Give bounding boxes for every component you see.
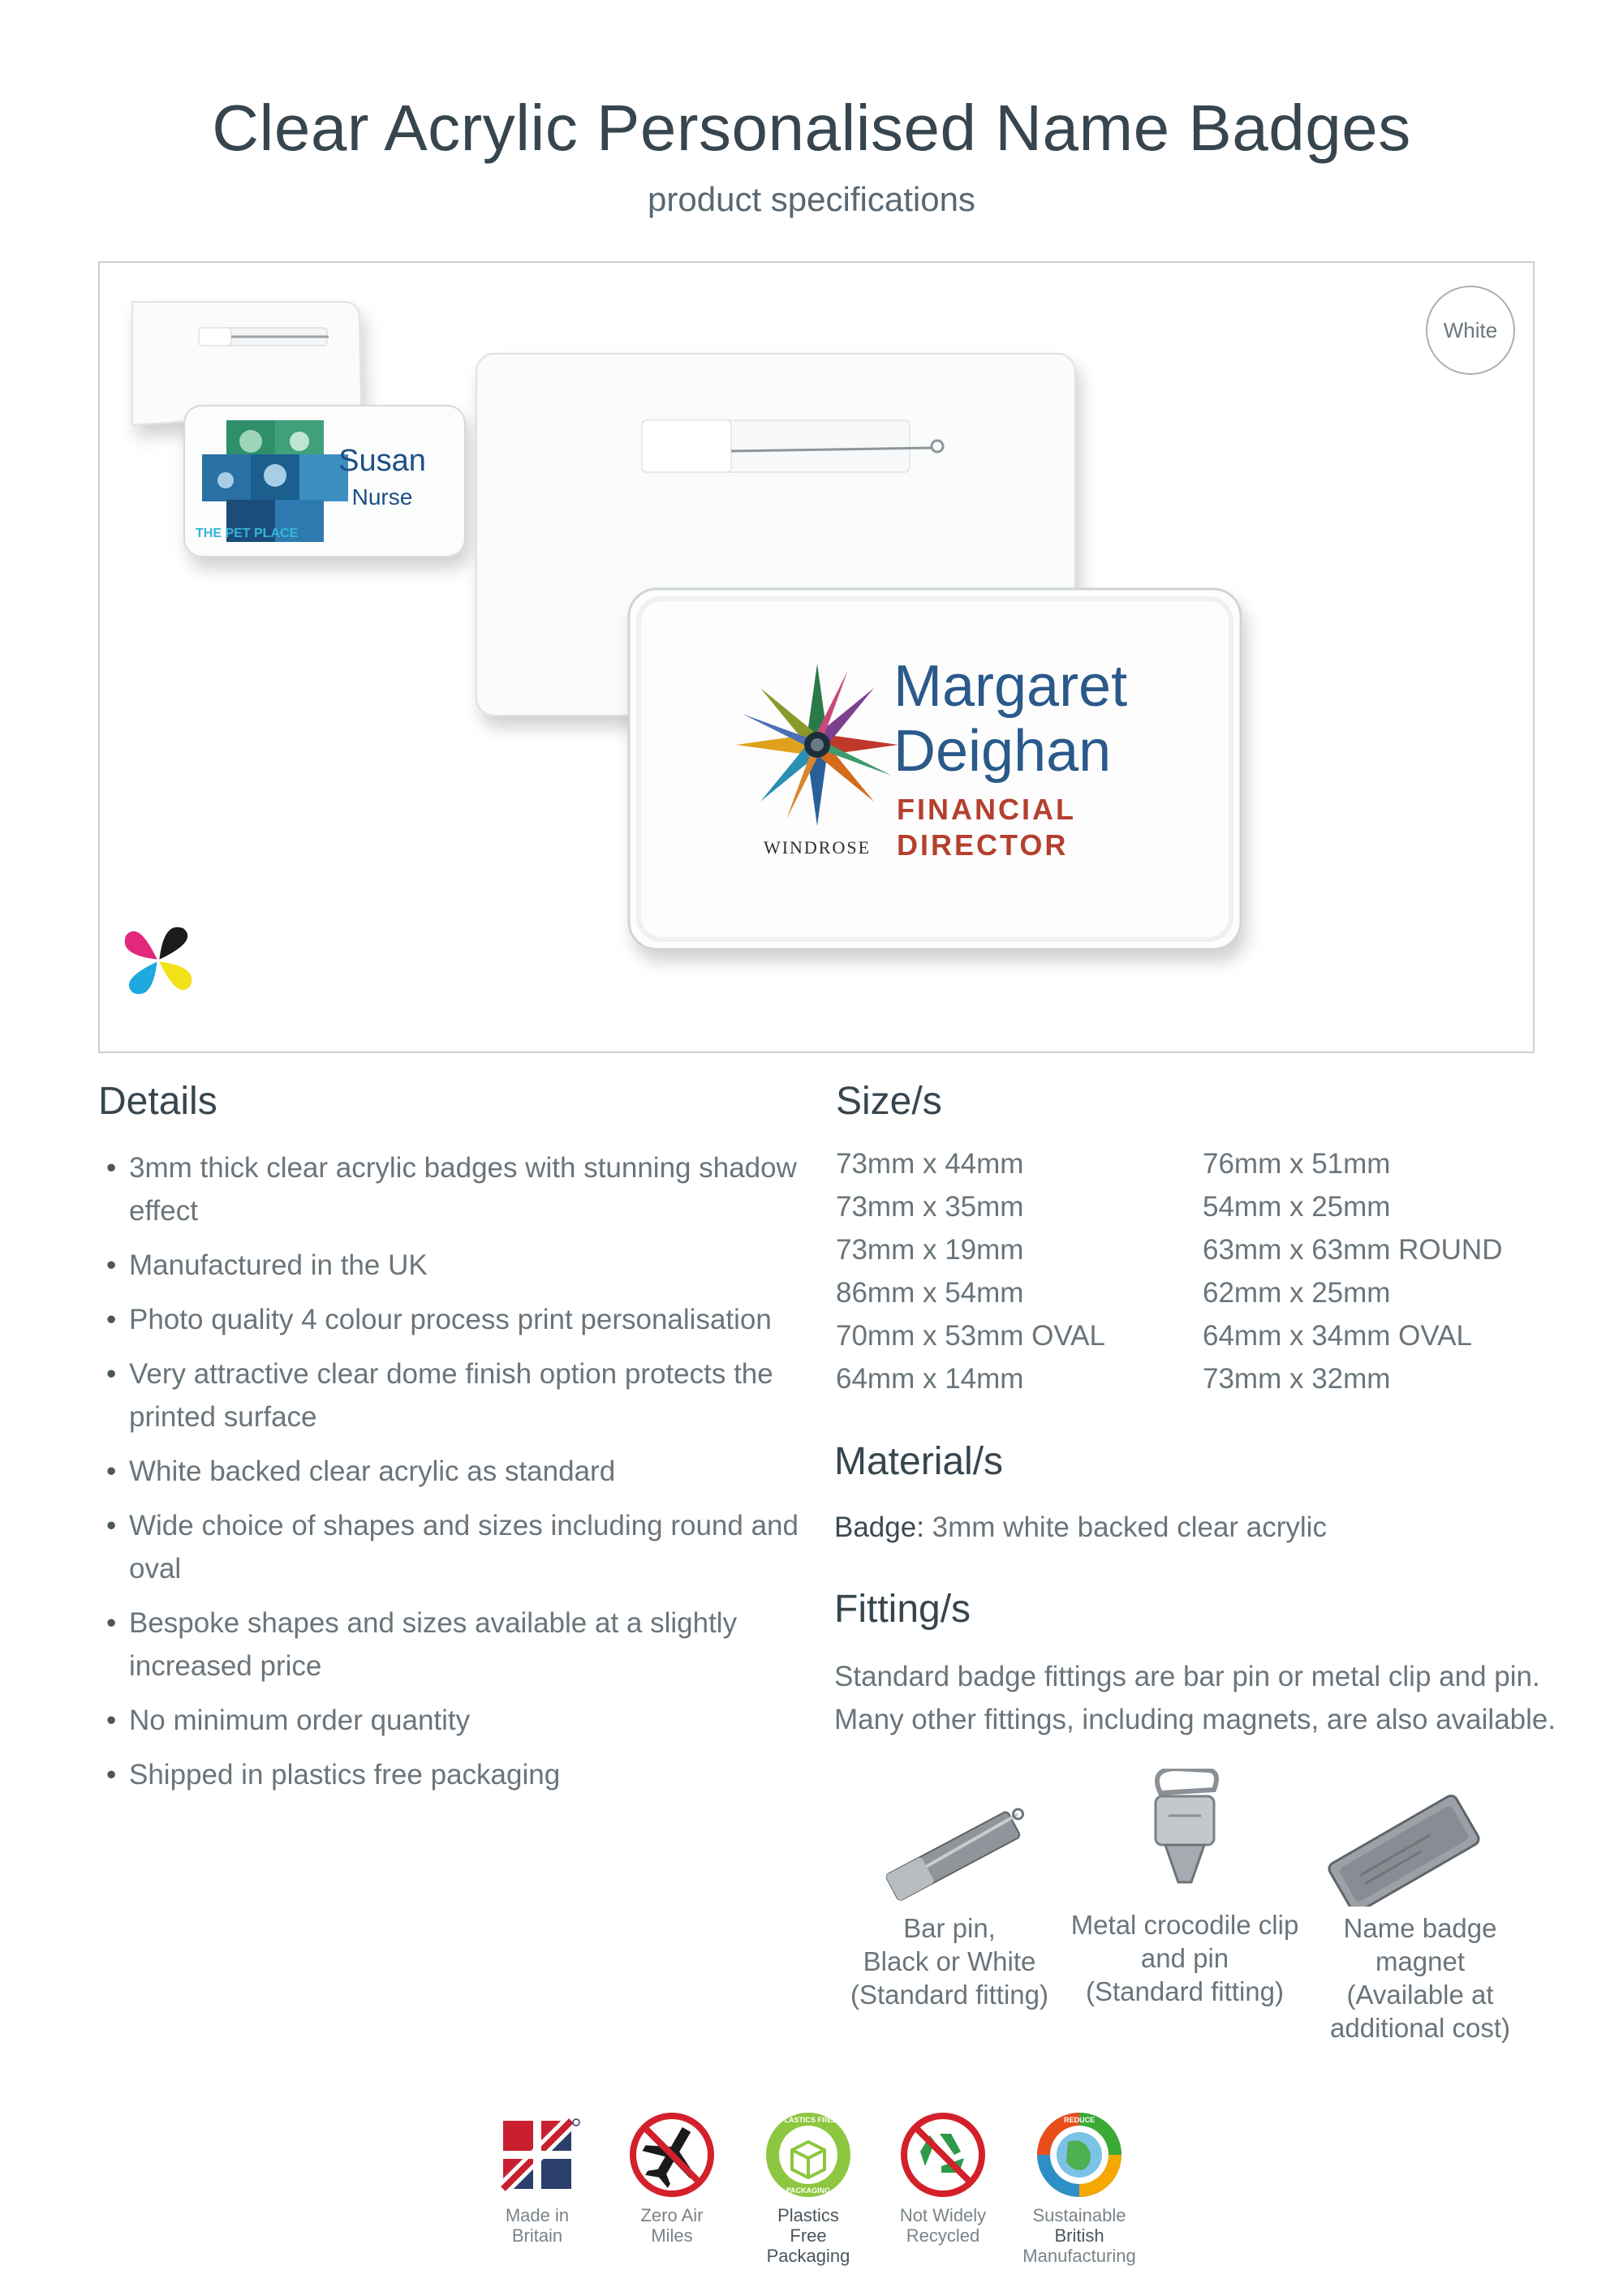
materials-line bbox=[834, 1506, 1327, 1549]
details-item-line: • 3mm thick clear acrylic badges with stunning shadow bbox=[129, 1152, 797, 1184]
sizes-column-1 bbox=[836, 1142, 1105, 1400]
size-item: 64mm x 14mm bbox=[836, 1363, 1024, 1395]
not-widely-recycled-icon bbox=[904, 2116, 982, 2194]
plastics-free-packaging-icon bbox=[766, 2113, 850, 2197]
fitting-label-line: Metal crocodile clip bbox=[1070, 1910, 1299, 1940]
details-item bbox=[98, 1352, 812, 1438]
product-image-panel bbox=[98, 261, 1535, 1053]
details-item-line: • Wide choice of shapes and sizes including round and bbox=[129, 1510, 799, 1541]
details-item bbox=[98, 1699, 812, 1742]
details-item bbox=[98, 1298, 812, 1341]
size-item: 64mm x 34mm OVAL bbox=[1203, 1320, 1472, 1352]
eco-label-line: Free bbox=[790, 2225, 827, 2246]
size-item: 62mm x 25mm bbox=[1203, 1277, 1391, 1309]
eco-label-line: Packaging bbox=[766, 2246, 850, 2266]
eco-icons-row bbox=[487, 2109, 1152, 2207]
size-item: 54mm x 25mm bbox=[1203, 1191, 1391, 1223]
fitting-magnet-label bbox=[1307, 1911, 1534, 2044]
eco-label-line: Not Widely bbox=[899, 2205, 987, 2225]
details-item bbox=[98, 1504, 812, 1590]
fitting-label-line: Name badge bbox=[1343, 1913, 1497, 1943]
zero-air-miles-icon bbox=[633, 2116, 711, 2195]
large-badge-role-line2: DIRECTOR bbox=[897, 828, 1069, 862]
fitting-label-line: (Standard fitting) bbox=[1086, 1976, 1284, 2006]
details-item bbox=[98, 1602, 812, 1688]
details-item-line: • No minimum order quantity bbox=[129, 1705, 471, 1736]
fittings-line-1: Standard badge fittings are bar pin or metal clip and pin. bbox=[834, 1661, 1540, 1692]
plastics-free-badge-text: PACKAGING bbox=[786, 2186, 831, 2195]
bar-pin-icon bbox=[885, 1804, 1032, 1901]
details-list bbox=[98, 1146, 812, 1808]
fitting-label-line: (Standard fitting) bbox=[850, 1980, 1048, 2010]
details-item-line: • Manufactured in the UK bbox=[129, 1249, 428, 1281]
page-subtitle: product specifications bbox=[648, 180, 975, 218]
large-badge-front bbox=[629, 589, 1241, 949]
sustainable-badge-text: REDUCE bbox=[1063, 2116, 1096, 2124]
eco-label-line: Britain bbox=[511, 2225, 563, 2246]
materials-label: Badge: bbox=[834, 1511, 924, 1543]
sizes-column-2 bbox=[1203, 1142, 1502, 1400]
eco-sustainable-label bbox=[1014, 2205, 1144, 2266]
pet-place-logo-text: THE PET PLACE bbox=[196, 527, 299, 540]
windrose-logo bbox=[736, 664, 898, 826]
details-item-line: • Very attractive clear dome finish option protects the bbox=[129, 1358, 773, 1390]
details-item-line: • Shipped in plastics free packaging bbox=[129, 1759, 561, 1791]
size-item: 76mm x 51mm bbox=[1203, 1148, 1391, 1180]
crocodile-clip-icon bbox=[1156, 1769, 1216, 1882]
windrose-logo-text: WINDROSE bbox=[763, 837, 872, 858]
colour-option-label: White bbox=[1443, 317, 1498, 342]
sustainable-manufacturing-icon bbox=[1037, 2113, 1121, 2197]
size-item: 73mm x 19mm bbox=[836, 1234, 1024, 1266]
details-item bbox=[98, 1450, 812, 1493]
eco-label-line: Made in bbox=[505, 2205, 570, 2225]
details-item-line: printed surface bbox=[129, 1401, 317, 1433]
fitting-label-line: additional cost) bbox=[1330, 2013, 1510, 2043]
details-item bbox=[98, 1244, 812, 1287]
magnet-icon bbox=[1327, 1794, 1481, 1907]
eco-made-in-britain-label bbox=[489, 2205, 586, 2246]
plastics-free-badge-text: PLASTICS FREE bbox=[779, 2116, 837, 2124]
fittings-line-2: Many other fittings, including magnets, are also available. bbox=[834, 1704, 1556, 1735]
small-badge-front bbox=[184, 406, 465, 557]
cmyk-print-icon bbox=[120, 922, 196, 999]
size-item: 86mm x 54mm bbox=[836, 1277, 1024, 1309]
materials-value: 3mm white backed clear acrylic bbox=[932, 1511, 1327, 1543]
fitting-label-line: Bar pin, bbox=[903, 1913, 996, 1943]
fitting-label-line: (Available at bbox=[1346, 1980, 1494, 2010]
size-item: 73mm x 35mm bbox=[836, 1191, 1024, 1223]
eco-label-line: Plastics bbox=[777, 2205, 839, 2225]
fitting-label-line: and pin bbox=[1140, 1943, 1229, 1973]
small-badge-name: Susan bbox=[338, 444, 426, 478]
eco-label-line: Manufacturing bbox=[1022, 2246, 1136, 2266]
details-item bbox=[98, 1753, 812, 1796]
large-badge-name-line1: Margaret bbox=[893, 654, 1128, 719]
details-item-line: effect bbox=[129, 1195, 198, 1227]
size-item: 73mm x 32mm bbox=[1203, 1363, 1391, 1395]
fitting-crocodile-clip-label bbox=[1063, 1908, 1307, 2008]
fittings-heading: Fitting/s bbox=[834, 1588, 971, 1631]
eco-label-line: Miles bbox=[651, 2225, 693, 2246]
eco-zero-air-miles-label bbox=[623, 2205, 721, 2246]
details-item-line: • White backed clear acrylic as standard bbox=[129, 1455, 616, 1487]
details-item-line: • Photo quality 4 colour process print personalisation bbox=[129, 1304, 772, 1335]
sizes-heading: Size/s bbox=[836, 1080, 942, 1123]
eco-label-line: Recycled bbox=[906, 2225, 980, 2246]
eco-label-line: Sustainable bbox=[1032, 2205, 1126, 2225]
details-heading: Details bbox=[98, 1080, 217, 1123]
details-item-line: oval bbox=[129, 1553, 182, 1584]
eco-label-line: Zero Air bbox=[640, 2205, 704, 2225]
size-item: 70mm x 53mm OVAL bbox=[836, 1320, 1105, 1352]
details-item-line: increased price bbox=[129, 1650, 322, 1682]
eco-plastics-free-label bbox=[760, 2205, 857, 2266]
eco-not-widely-recycled-label bbox=[894, 2205, 992, 2246]
made-in-britain-icon bbox=[503, 2119, 579, 2189]
details-item bbox=[98, 1146, 812, 1232]
badge-photo bbox=[100, 263, 1533, 1051]
fittings-icons bbox=[868, 1769, 1599, 1907]
fitting-label-line: magnet bbox=[1375, 1946, 1466, 1976]
size-item: 73mm x 44mm bbox=[836, 1148, 1024, 1180]
page-title: Clear Acrylic Personalised Name Badges bbox=[212, 92, 1411, 164]
size-item: 63mm x 63mm ROUND bbox=[1203, 1234, 1503, 1266]
small-badge-role: Nurse bbox=[351, 484, 413, 510]
eco-label-line: British bbox=[1054, 2225, 1104, 2246]
fitting-label-line: Black or White bbox=[863, 1946, 1036, 1976]
large-badge-name-line2: Deighan bbox=[893, 719, 1112, 784]
fitting-bar-pin-label bbox=[836, 1911, 1063, 2011]
large-badge-role-line1: FINANCIAL bbox=[897, 793, 1076, 826]
materials-heading: Material/s bbox=[834, 1440, 1004, 1483]
details-item-line: • Bespoke shapes and sizes available at a slightly bbox=[129, 1607, 738, 1639]
